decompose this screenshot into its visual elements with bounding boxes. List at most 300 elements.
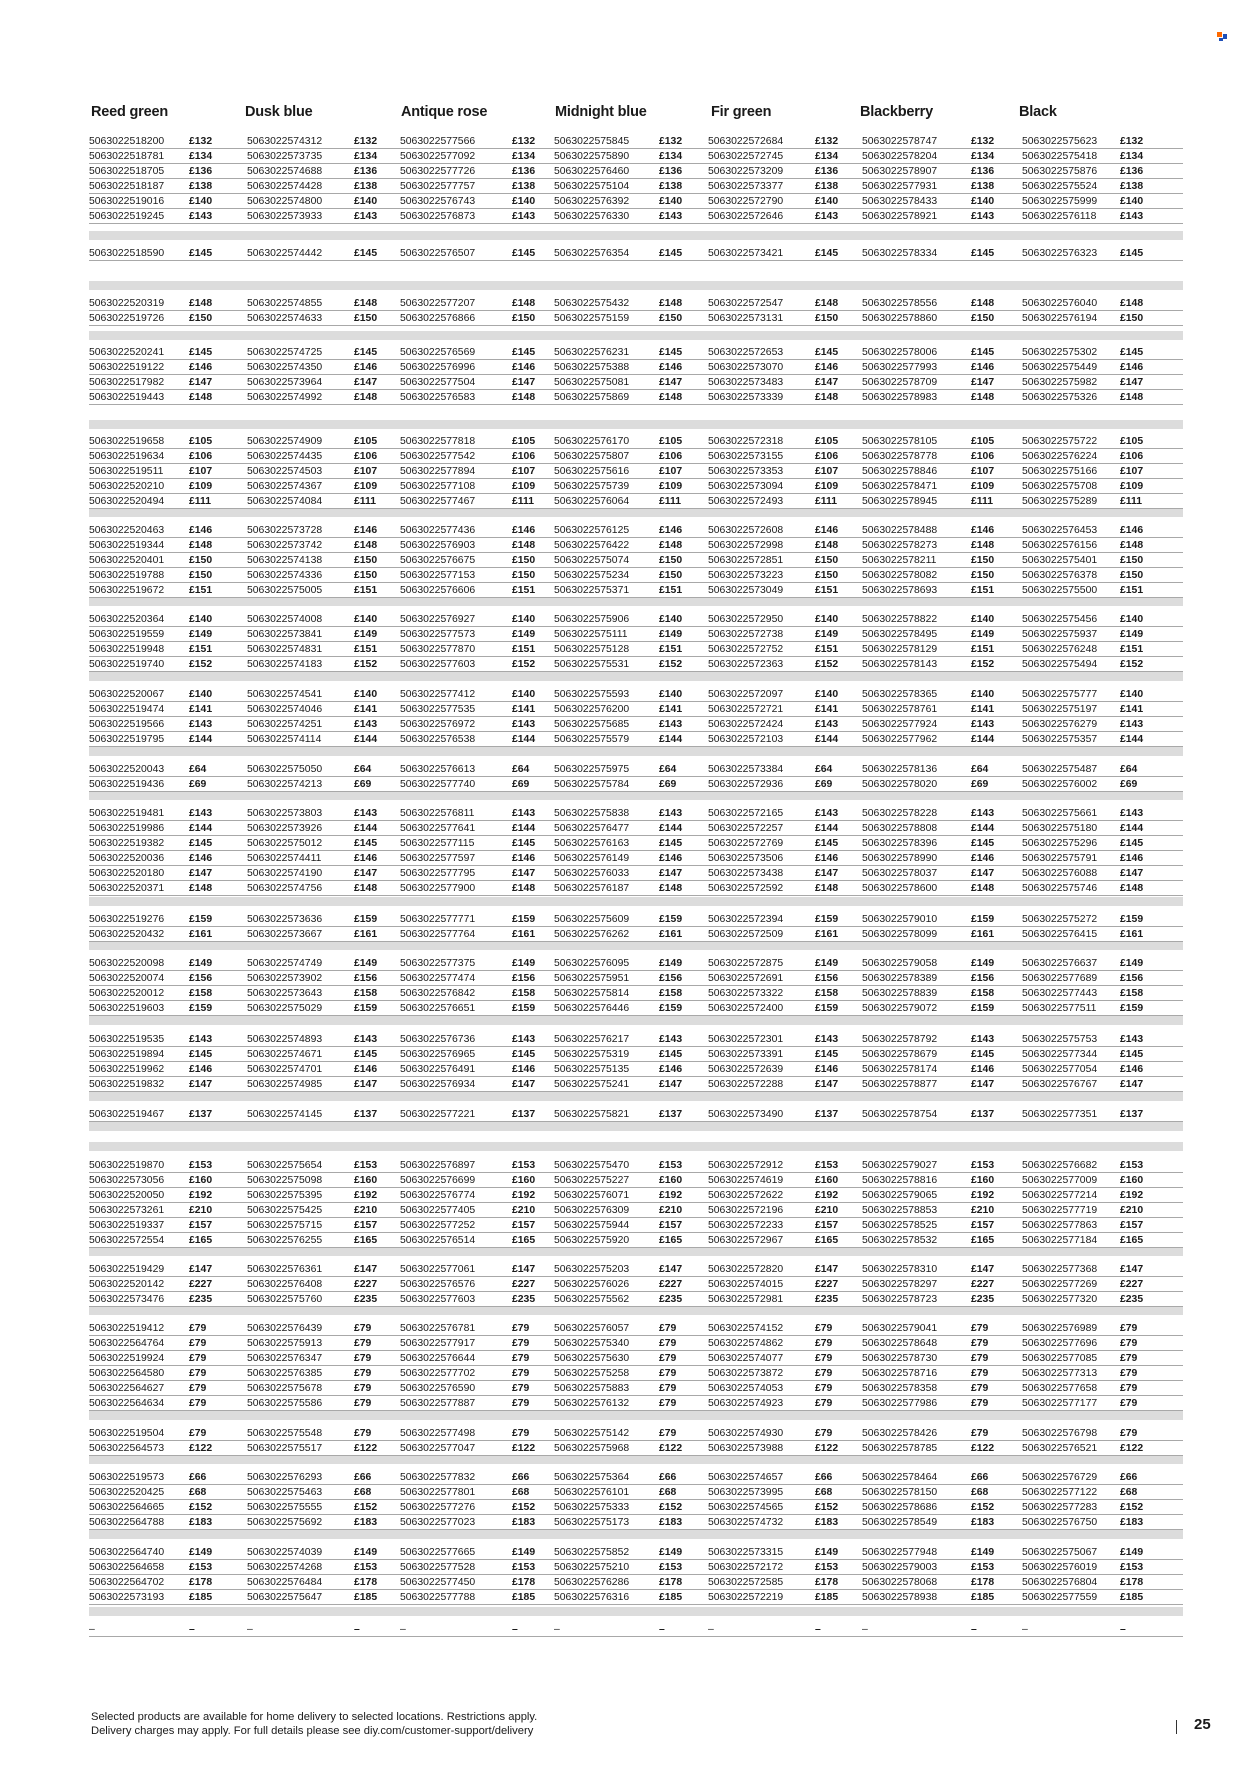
price-cell: £150 [659, 555, 683, 566]
price-cell: £178 [659, 1577, 683, 1588]
ean-code-cell: 5063022574541 [247, 689, 323, 700]
ean-code-cell: 5063022575456 [1022, 614, 1098, 625]
ean-code-cell: 5063022574831 [247, 644, 323, 655]
price-cell: £178 [512, 1577, 536, 1588]
price-cell: £158 [354, 988, 378, 999]
price-cell: £66 [1120, 1472, 1138, 1483]
ean-code-cell: 5063022577344 [1022, 1049, 1098, 1060]
ean-code-cell: 5063022573421 [708, 248, 784, 259]
ean-code-cell: 5063022576811 [400, 808, 475, 819]
price-cell: £152 [1120, 659, 1144, 670]
ean-code-cell: 5063022577108 [400, 481, 476, 492]
ean-code-cell: 5063022574053 [708, 1383, 784, 1394]
price-cell: £147 [1120, 1079, 1144, 1090]
ean-code-cell: 5063022573193 [89, 1592, 165, 1603]
ean-code-cell: 5063022519962 [89, 1064, 165, 1075]
price-cell: £156 [1120, 973, 1144, 984]
group-separator [89, 791, 1183, 800]
ean-code-cell: 5063022575593 [554, 689, 630, 700]
table-row [89, 986, 1183, 1001]
ean-code-cell: 5063022578709 [862, 377, 938, 388]
ean-code-cell: 5063022574350 [247, 362, 323, 373]
price-cell: £148 [512, 392, 536, 403]
ean-code-cell: 5063022575890 [554, 151, 630, 162]
price-cell: £148 [815, 540, 839, 551]
ean-code-cell: 5063022574008 [247, 614, 323, 625]
ean-code-cell: 5063022573209 [708, 166, 784, 177]
price-cell: £107 [189, 466, 213, 477]
price-cell: £140 [1120, 614, 1144, 625]
table-row [89, 627, 1183, 642]
ean-code-cell: 5063022578792 [862, 1034, 938, 1045]
price-cell: £152 [971, 659, 995, 670]
ean-code-cell: 5063022575050 [247, 764, 323, 775]
price-cell: £138 [512, 181, 536, 192]
price-cell: £143 [815, 808, 839, 819]
price-cell: £151 [189, 644, 213, 655]
price-cell: £148 [512, 883, 536, 894]
ean-code-cell: 5063022576651 [400, 1003, 476, 1014]
price-cell: £153 [512, 1562, 536, 1573]
ean-code-cell: 5063022576484 [247, 1577, 323, 1588]
price-cell: £210 [971, 1205, 995, 1216]
price-cell: £148 [815, 298, 839, 309]
ean-code-cell: 5063022577504 [400, 377, 476, 388]
ean-code-cell: 5063022517982 [89, 377, 165, 388]
ean-code-cell: 5063022572936 [708, 779, 784, 790]
price-cell: £107 [512, 466, 536, 477]
ean-code-cell: 5063022576330 [554, 211, 630, 222]
price-cell: £147 [354, 868, 378, 879]
price-cell: £140 [512, 614, 536, 625]
table-row [89, 912, 1183, 927]
ean-code-cell: 5063022575326 [1022, 392, 1098, 403]
price-cell: £143 [189, 1034, 213, 1045]
group-separator [89, 747, 1183, 756]
price-cell: £153 [815, 1562, 839, 1573]
ean-code-cell: 5063022572769 [708, 838, 784, 849]
ean-code-cell: 5063022577771 [400, 914, 476, 925]
price-cell: £64 [815, 764, 833, 775]
price-cell: £159 [354, 914, 378, 925]
ean-code-cell: 5063022578860 [862, 313, 938, 324]
table-row [89, 345, 1183, 360]
ean-code-cell: 5063022576644 [400, 1353, 476, 1364]
ean-code-cell: – [554, 1624, 560, 1635]
ean-code-cell: 5063022576088 [1022, 868, 1098, 879]
price-cell: £137 [512, 1109, 536, 1120]
price-cell: £140 [659, 196, 683, 207]
ean-code-cell: 5063022575371 [554, 585, 630, 596]
ean-code-cell: 5063022578389 [862, 973, 938, 984]
ean-code-cell: 5063022577405 [400, 1205, 476, 1216]
price-cell: £79 [189, 1383, 207, 1394]
price-cell: £145 [815, 347, 839, 358]
ean-code-cell: 5063022519481 [89, 808, 165, 819]
ean-code-cell: 5063022578716 [862, 1368, 938, 1379]
price-cell: £227 [1120, 1279, 1144, 1290]
ean-code-cell: 5063022573728 [247, 525, 323, 536]
price-cell: £122 [815, 1443, 839, 1454]
price-cell: £106 [815, 451, 839, 462]
ean-code-cell: 5063022577115 [400, 838, 475, 849]
price-cell: £79 [189, 1353, 207, 1364]
ean-code-cell: 5063022574862 [708, 1338, 784, 1349]
price-cell: £134 [815, 151, 839, 162]
ean-code-cell: 5063022575746 [1022, 883, 1098, 894]
ean-code-cell: 5063022577498 [400, 1428, 476, 1439]
price-cell: £79 [659, 1338, 677, 1349]
ean-code-cell: 5063022564658 [89, 1562, 165, 1573]
price-cell: £138 [354, 181, 378, 192]
ean-code-cell: 5063022519634 [89, 451, 165, 462]
price-cell: £152 [189, 659, 213, 670]
ean-code-cell: 5063022520364 [89, 614, 165, 625]
ean-code-cell: 5063022578808 [862, 823, 938, 834]
price-cell: £149 [659, 629, 683, 640]
ean-code-cell: 5063022577863 [1022, 1220, 1098, 1231]
price-cell: £161 [971, 929, 995, 940]
ean-code-cell: 5063022577252 [400, 1220, 476, 1231]
price-cell: £143 [659, 1034, 683, 1045]
ean-code-cell: 5063022577474 [400, 973, 476, 984]
price-cell: £141 [815, 704, 839, 715]
ean-code-cell: 5063022573933 [247, 211, 323, 222]
price-cell: £79 [1120, 1398, 1138, 1409]
ean-code-cell: 5063022573742 [247, 540, 323, 551]
ean-code-cell: 5063022572394 [708, 914, 784, 925]
price-cell: £185 [512, 1592, 536, 1603]
price-cell: £152 [659, 659, 683, 670]
price-cell: £146 [1120, 853, 1144, 864]
ean-code-cell: 5063022576736 [400, 1034, 476, 1045]
ean-code-cell: 5063022564788 [89, 1517, 165, 1528]
ean-code-cell: 5063022576095 [554, 958, 630, 969]
price-cell: £69 [512, 779, 530, 790]
price-cell: £132 [512, 136, 536, 147]
table-row [89, 1470, 1183, 1485]
ean-code-cell: 5063022574039 [247, 1547, 323, 1558]
table-row [89, 1158, 1183, 1173]
price-cell: £132 [1120, 136, 1144, 147]
ean-code-cell: 5063022576682 [1022, 1160, 1098, 1171]
price-cell: £106 [189, 451, 213, 462]
table-row [89, 464, 1183, 479]
price-cell: £156 [815, 973, 839, 984]
price-cell: £68 [815, 1487, 833, 1498]
ean-code-cell: 5063022577900 [400, 883, 476, 894]
ean-code-cell: 5063022577412 [400, 689, 476, 700]
ean-code-cell: 5063022575302 [1022, 347, 1098, 358]
ean-code-cell: 5063022575449 [1022, 362, 1098, 373]
ean-code-cell: 5063022575999 [1022, 196, 1098, 207]
price-cell: £79 [1120, 1383, 1138, 1394]
ean-code-cell: 5063022572851 [708, 555, 784, 566]
price-cell: £134 [189, 151, 213, 162]
price-cell: £156 [659, 973, 683, 984]
ean-code-cell: 5063022577788 [400, 1592, 476, 1603]
colour-heading: Reed green [91, 104, 168, 120]
price-cell: £178 [354, 1577, 378, 1588]
ean-code-cell: 5063022577443 [1022, 988, 1098, 999]
price-cell: £111 [815, 496, 837, 507]
price-cell: £147 [971, 868, 995, 879]
ean-code-cell: 5063022575531 [554, 659, 630, 670]
ean-code-cell: 5063022576750 [1022, 1517, 1098, 1528]
ean-code-cell: 5063022572691 [708, 973, 784, 984]
ean-code-cell: 5063022572912 [708, 1160, 784, 1171]
price-cell: £138 [971, 181, 995, 192]
ean-code-cell: 5063022575920 [554, 1235, 630, 1246]
table-row [89, 1575, 1183, 1590]
ean-code-cell: 5063022574893 [247, 1034, 323, 1045]
price-cell: £145 [354, 347, 378, 358]
price-cell: £79 [971, 1353, 989, 1364]
price-cell: – [189, 1624, 195, 1635]
price-cell: £144 [354, 734, 378, 745]
price-cell: £210 [354, 1205, 378, 1216]
ean-code-cell: 5063022519559 [89, 629, 165, 640]
table-row [89, 164, 1183, 179]
price-cell: £79 [815, 1383, 833, 1394]
ean-code-cell: 5063022575609 [554, 914, 630, 925]
price-cell: £159 [1120, 914, 1144, 925]
ean-code-cell: 5063022572233 [708, 1220, 784, 1231]
ean-code-cell: 5063022577832 [400, 1472, 476, 1483]
price-cell: £146 [354, 1064, 378, 1075]
price-cell: £79 [1120, 1338, 1138, 1349]
ean-code-cell: 5063022577740 [400, 779, 476, 790]
price-cell: £111 [1120, 496, 1142, 507]
ean-code-cell: 5063022572738 [708, 629, 784, 640]
ean-code-cell: 5063022574701 [247, 1064, 323, 1075]
price-cell: £150 [512, 570, 536, 581]
ean-code-cell: 5063022519467 [89, 1109, 165, 1120]
price-cell: £150 [1120, 570, 1144, 581]
table-row [89, 642, 1183, 657]
table-row [89, 553, 1183, 568]
price-cell: £146 [971, 1064, 995, 1075]
price-cell: £148 [1120, 392, 1144, 403]
group-separator [89, 420, 1183, 429]
ean-code-cell: 5063022576606 [400, 585, 476, 596]
table-row [89, 1351, 1183, 1366]
price-cell: £148 [512, 298, 536, 309]
ean-code-cell: 5063022519658 [89, 436, 165, 447]
price-cell: £156 [512, 973, 536, 984]
ean-code-cell: 5063022578464 [862, 1472, 938, 1483]
price-cell: £148 [512, 540, 536, 551]
ean-code-cell: 5063022575401 [1022, 555, 1098, 566]
ean-code-cell: 5063022575524 [1022, 181, 1098, 192]
ean-code-cell: 5063022572288 [708, 1079, 784, 1090]
colour-heading: Midnight blue [555, 104, 647, 120]
ean-code-cell: 5063022575166 [1022, 466, 1098, 477]
ean-code-cell: 5063022576217 [554, 1034, 630, 1045]
price-cell: £157 [1120, 1220, 1144, 1231]
price-cell: £165 [659, 1235, 683, 1246]
price-cell: £148 [815, 392, 839, 403]
price-cell: £136 [354, 166, 378, 177]
price-cell: £79 [512, 1353, 530, 1364]
price-cell: £79 [971, 1428, 989, 1439]
table-row [89, 1321, 1183, 1336]
price-cell: £140 [971, 196, 995, 207]
ean-code-cell: 5063022575814 [554, 988, 630, 999]
ean-code-cell: 5063022578037 [862, 868, 938, 879]
ean-code-cell: 5063022575173 [554, 1517, 630, 1528]
ean-code-cell: 5063022575906 [554, 614, 630, 625]
price-cell: £144 [815, 734, 839, 745]
price-cell: £79 [971, 1338, 989, 1349]
price-cell: £147 [1120, 1264, 1144, 1275]
price-cell: £165 [1120, 1235, 1144, 1246]
group-separator [89, 597, 1183, 606]
ean-code-cell: 5063022574336 [247, 570, 323, 581]
ean-code-cell: 5063022576309 [554, 1205, 630, 1216]
price-cell: £144 [189, 734, 213, 745]
price-cell: £140 [189, 614, 213, 625]
price-cell: £140 [512, 196, 536, 207]
table-row [89, 971, 1183, 986]
group-separator [89, 1411, 1183, 1420]
price-cell: £144 [1120, 823, 1144, 834]
price-cell: £122 [971, 1443, 995, 1454]
price-cell: £79 [659, 1398, 677, 1409]
ean-code-cell: 5063022575272 [1022, 914, 1098, 925]
price-cell: £151 [354, 585, 378, 596]
price-cell: £150 [659, 570, 683, 581]
ean-code-cell: 5063022576972 [400, 719, 476, 730]
price-cell: £152 [189, 1502, 213, 1513]
price-cell: £79 [354, 1383, 372, 1394]
table-row [89, 1032, 1183, 1047]
price-cell: £150 [659, 313, 683, 324]
ean-code-cell: 5063022518200 [89, 136, 165, 147]
price-cell: £147 [189, 868, 213, 879]
ean-code-cell: 5063022576040 [1022, 298, 1098, 309]
ean-code-cell: 5063022575319 [554, 1049, 630, 1060]
price-cell: £148 [354, 298, 378, 309]
ean-code-cell: 5063022574428 [247, 181, 323, 192]
price-cell: £165 [189, 1235, 213, 1246]
table-row [89, 360, 1183, 375]
ean-code-cell: 5063022575418 [1022, 151, 1098, 162]
price-cell: £150 [512, 313, 536, 324]
ean-code-cell: 5063022576149 [554, 853, 630, 864]
ean-code-cell: 5063022576262 [554, 929, 630, 940]
group-separator [89, 331, 1183, 340]
ean-code-cell: 5063022576255 [247, 1235, 323, 1246]
price-cell: £140 [1120, 196, 1144, 207]
price-cell: £140 [815, 614, 839, 625]
ean-code-cell: 5063022573339 [708, 392, 784, 403]
table-row [89, 1262, 1183, 1277]
price-cell: £165 [354, 1235, 378, 1246]
ean-code-cell: 5063022564573 [89, 1443, 165, 1454]
price-cell: £140 [971, 614, 995, 625]
colour-header-row [91, 104, 1181, 124]
price-cell: £105 [971, 436, 995, 447]
price-cell: £143 [354, 719, 378, 730]
ean-code-cell: 5063022572752 [708, 644, 784, 655]
price-cell: £147 [815, 868, 839, 879]
ean-code-cell: 5063022573964 [247, 377, 323, 388]
price-cell: £149 [659, 1547, 683, 1558]
price-cell: £153 [354, 1562, 378, 1573]
price-cell: £141 [659, 704, 683, 715]
ean-code-cell: 5063022574251 [247, 719, 323, 730]
ean-code-cell: 5063022518187 [89, 181, 165, 192]
price-cell: £134 [354, 151, 378, 162]
price-cell: £143 [971, 211, 995, 222]
price-cell: £145 [659, 248, 683, 259]
table-row [89, 1545, 1183, 1560]
table-row [89, 375, 1183, 390]
ean-code-cell: 5063022578495 [862, 629, 938, 640]
ean-code-cell: 5063022578723 [862, 1294, 938, 1305]
ean-code-cell: 5063022578006 [862, 347, 938, 358]
ean-code-cell: 5063022519986 [89, 823, 165, 834]
ean-code-cell: 5063022575333 [554, 1502, 630, 1513]
price-cell: £210 [512, 1205, 536, 1216]
price-cell: £235 [189, 1294, 213, 1305]
price-cell: £150 [971, 313, 995, 324]
ean-code-cell: 5063022578174 [862, 1064, 938, 1075]
price-cell: £149 [512, 1547, 536, 1558]
ean-code-cell: 5063022576781 [400, 1323, 476, 1334]
ean-code-cell: 5063022564740 [89, 1547, 165, 1558]
price-cell: £150 [1120, 313, 1144, 324]
price-cell: £143 [659, 808, 683, 819]
price-cell: £148 [971, 392, 995, 403]
price-cell: £79 [815, 1338, 833, 1349]
price-cell: £138 [815, 181, 839, 192]
price-cell: – [512, 1624, 518, 1635]
ean-code-cell: 5063022572424 [708, 719, 784, 730]
ean-code-cell: 5063022574503 [247, 466, 323, 477]
group-separator [89, 672, 1183, 681]
price-cell: £79 [512, 1368, 530, 1379]
price-cell: £146 [354, 853, 378, 864]
price-cell: £145 [189, 248, 213, 259]
ean-code-cell: 5063022577696 [1022, 1338, 1098, 1349]
ean-code-cell: 5063022573384 [708, 764, 784, 775]
price-cell: £144 [512, 823, 536, 834]
ean-code-cell: 5063022574725 [247, 347, 323, 358]
price-cell: £149 [1120, 629, 1144, 640]
ean-code-cell: 5063022573322 [708, 988, 784, 999]
price-cell: £147 [189, 377, 213, 388]
ean-code-cell: 5063022576378 [1022, 570, 1098, 581]
price-cell: £149 [1120, 1547, 1144, 1558]
price-cell: £148 [189, 392, 213, 403]
price-cell: £192 [1120, 1190, 1144, 1201]
price-cell: £143 [512, 1034, 536, 1045]
ean-code-cell: 5063022578747 [862, 136, 938, 147]
ean-code-cell: 5063022575944 [554, 1220, 630, 1231]
ean-code-cell: 5063022519894 [89, 1049, 165, 1060]
ean-code-cell: 5063022575883 [554, 1383, 630, 1394]
table-row [89, 568, 1183, 583]
ean-code-cell: 5063022572790 [708, 196, 784, 207]
ean-code-cell: 5063022577085 [1022, 1353, 1098, 1364]
ean-code-cell: 5063022575951 [554, 973, 630, 984]
price-cell: £159 [354, 1003, 378, 1014]
price-cell: £144 [815, 823, 839, 834]
price-cell: £105 [189, 436, 213, 447]
ean-code-cell: 5063022575029 [247, 1003, 323, 1014]
